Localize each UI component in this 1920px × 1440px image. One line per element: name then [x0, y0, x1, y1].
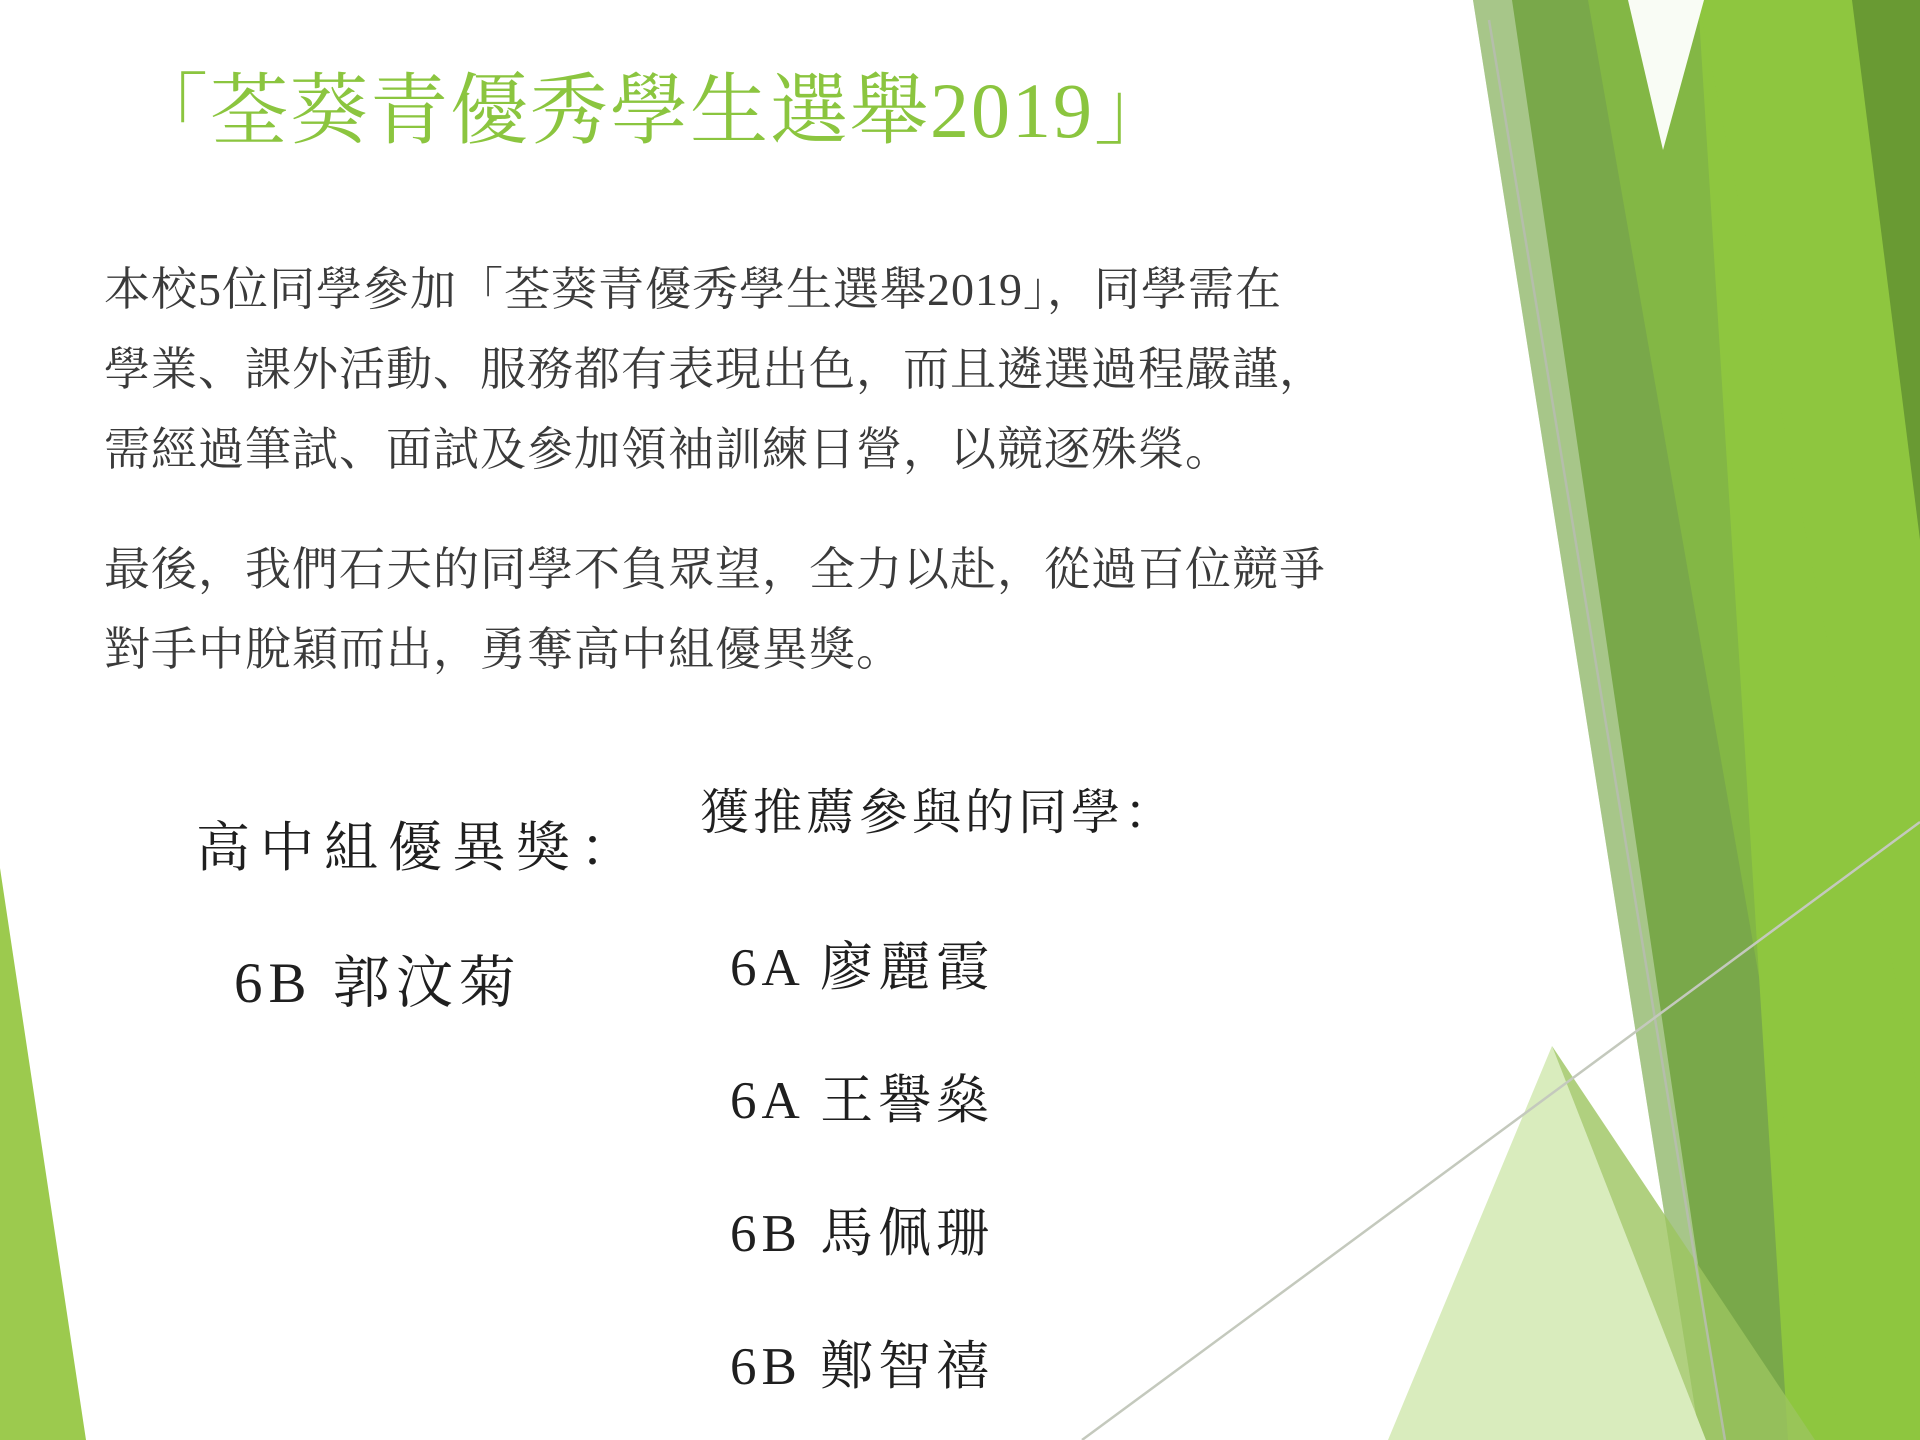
nominee-column [700, 786, 1260, 1395]
award-column-header: 高中組優異獎： [196, 818, 644, 878]
paragraph-result [104, 530, 1404, 690]
nominee-name: 6B 馬佩珊 [730, 1205, 995, 1263]
nominee-name: 6A 廖麗霞 [730, 939, 995, 997]
nominee-column-header: 獲推薦參與的同學： [700, 785, 1178, 840]
award-winner-name: 6B 郭汶菊 [234, 952, 522, 1015]
nominee-name: 6B 鄭智禧 [730, 1338, 995, 1396]
body-line: 最後，我們石天的同學不負眾望，全力以赴，從過百位競爭 [104, 544, 1326, 595]
body-line: 本校5位同學參加「荃葵青優秀學生選舉2019」，同學需在 [104, 264, 1282, 315]
body-line: 學業、課外活動、服務都有表現出色，而且遴選過程嚴謹， [104, 344, 1326, 395]
slide-title: 「荃葵青優秀學生選舉2019」 [130, 67, 1175, 154]
slide-body [104, 250, 1404, 690]
body-line: 需經過筆試、面試及參加領袖訓練日營，以競逐殊榮。 [104, 424, 1232, 475]
corner-wedge-bottom-left [0, 868, 86, 1440]
paragraph-intro [104, 250, 1404, 490]
body-line: 對手中脫穎而出，勇奪高中組優異獎。 [104, 624, 903, 675]
nominee-name: 6A 王譽燊 [730, 1072, 995, 1130]
award-column [196, 818, 756, 1016]
